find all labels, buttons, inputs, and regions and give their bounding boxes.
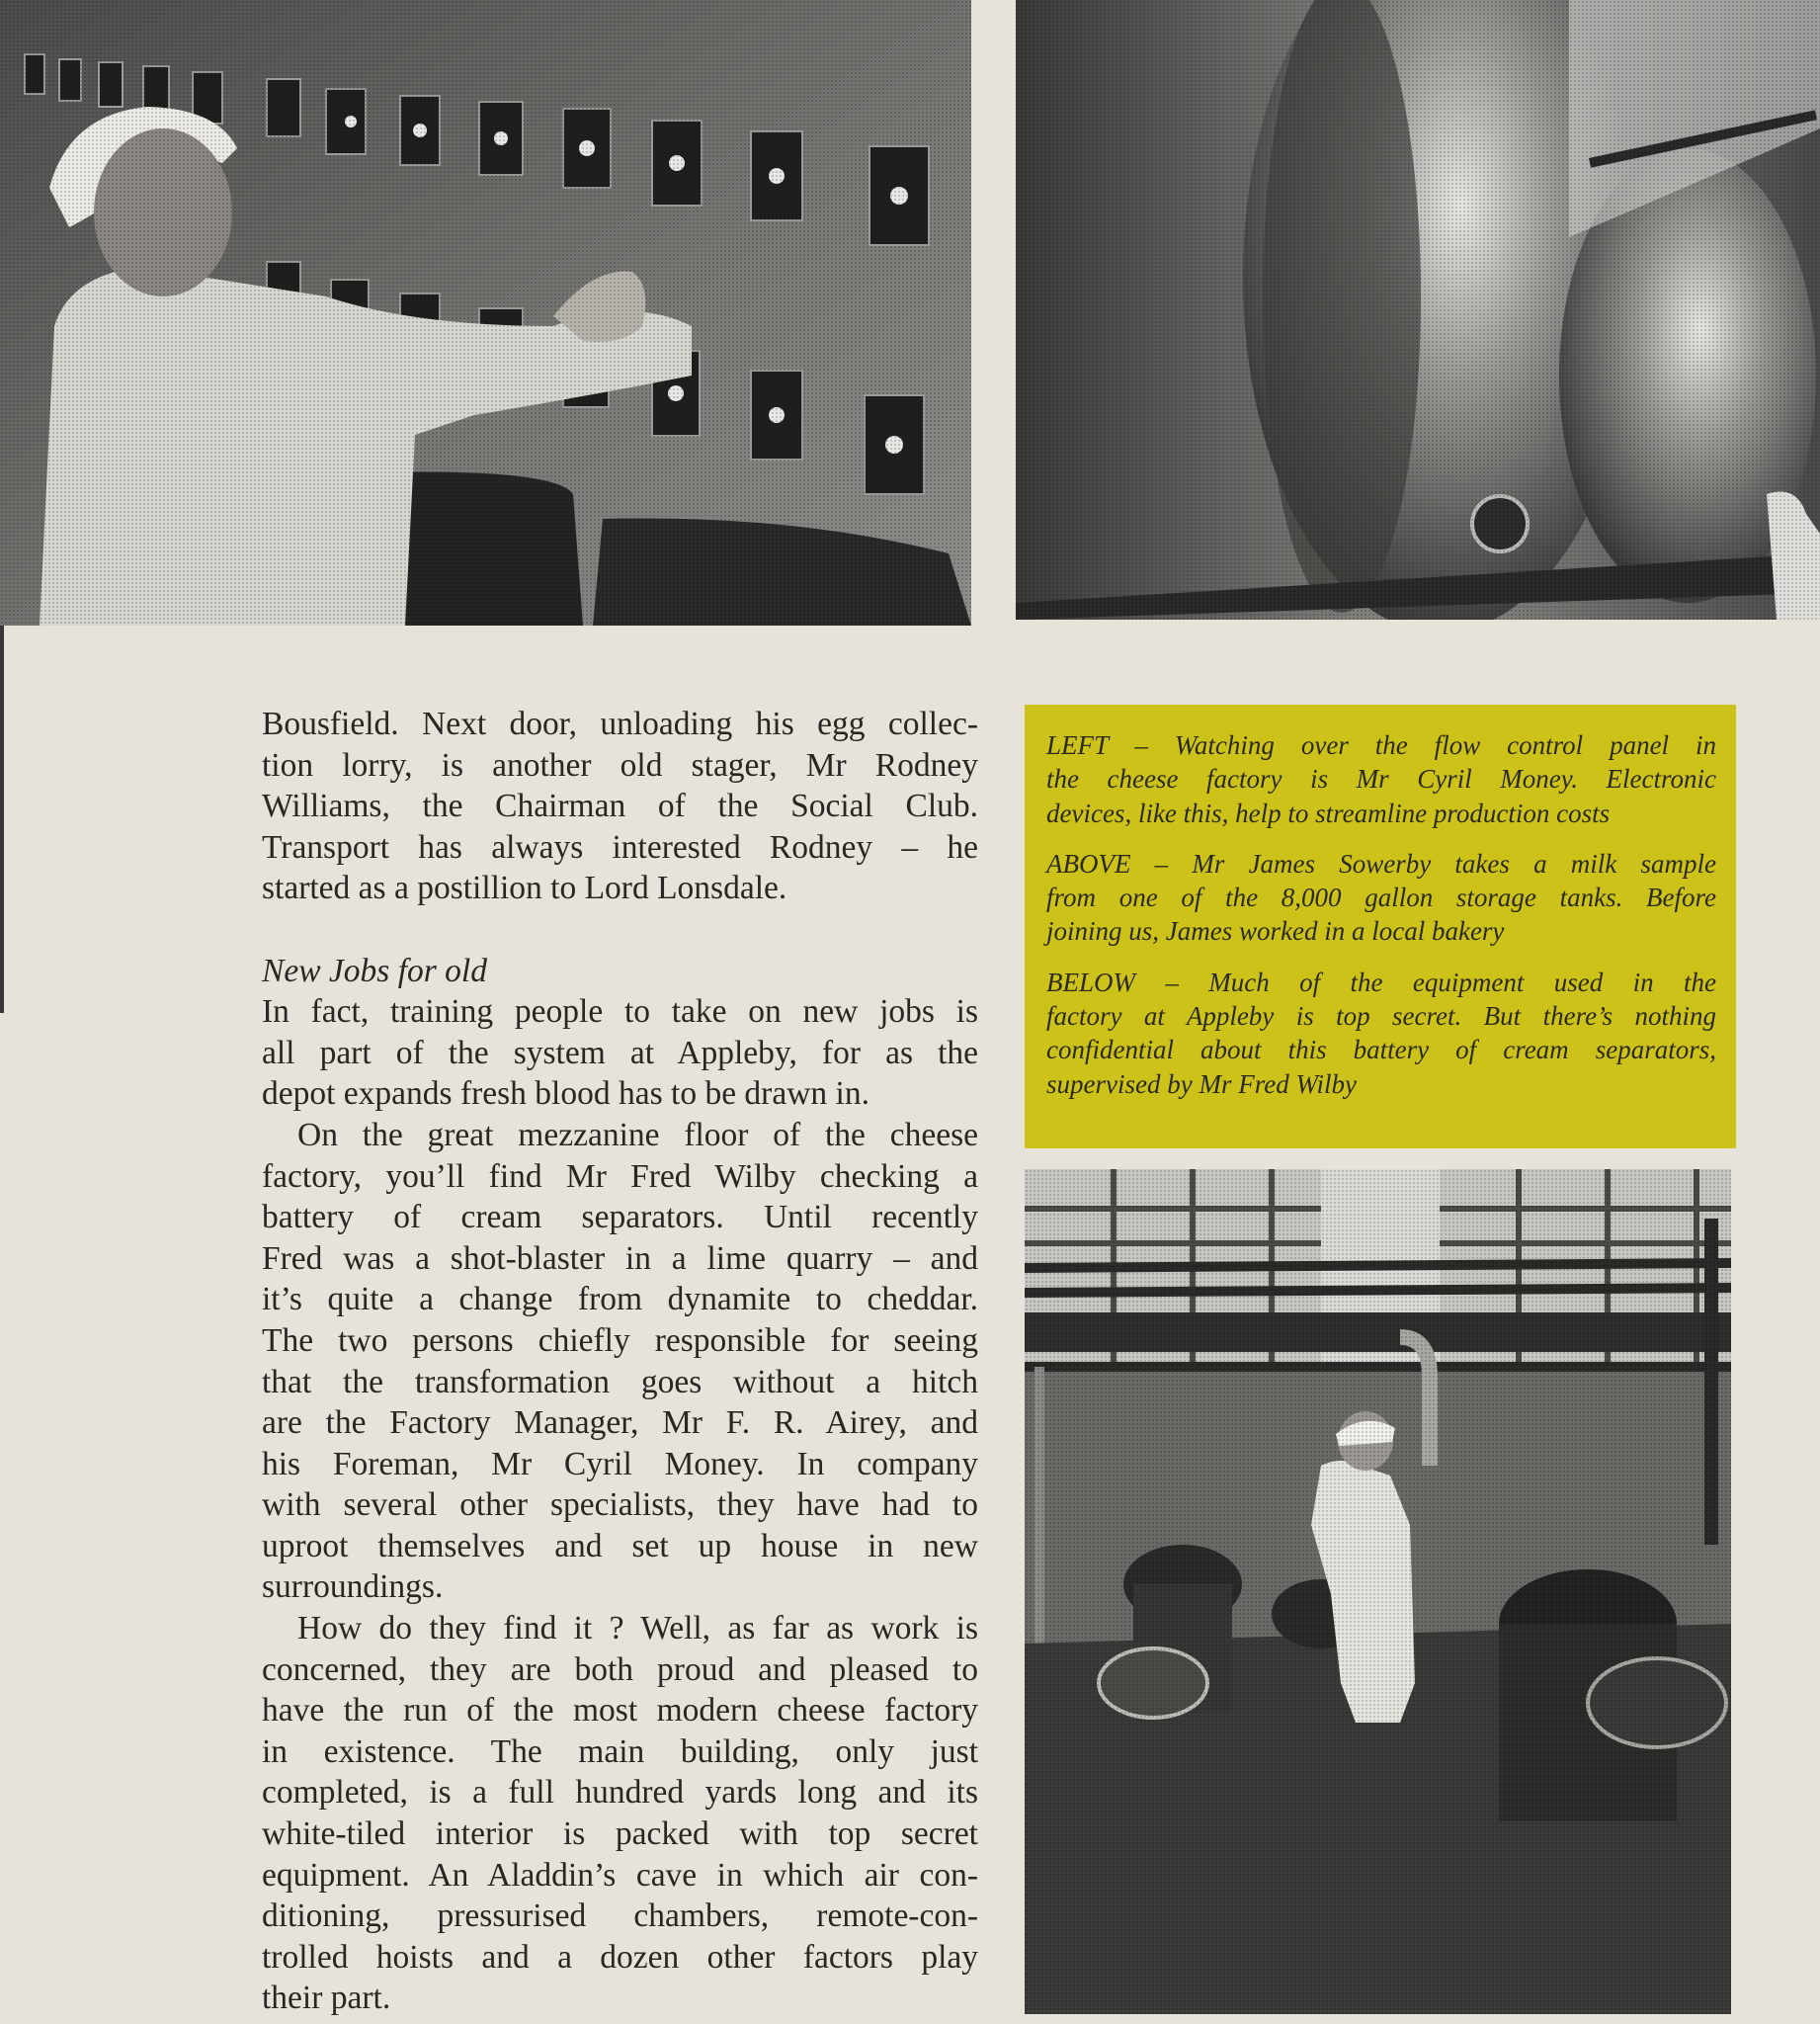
text-line: factory, you’ll find Mr Fred Wilby checking a (262, 1157, 978, 1195)
text-line: completed, is a full hundred yards long and its (262, 1774, 978, 1812)
text-line: On the great mezzanine floor of the cheese (297, 1116, 978, 1153)
caption-line: the cheese factory is Mr Cyril Money. Electronic (1046, 764, 1716, 795)
caption-line: from one of the 8,000 gallon storage tanks. Before (1046, 883, 1716, 913)
text-line: with several other specialists, they have had to (262, 1486, 978, 1524)
caption-line: joining us, James worked in a local bakery (1046, 916, 1505, 947)
text-line: concerned, they are both proud and pleased to (262, 1650, 978, 1688)
text-line: their part. (262, 1980, 391, 2017)
paragraph-2 (262, 991, 978, 1115)
text-line: all part of the system at Appleby, for as the (262, 1034, 978, 1071)
caption-line: supervised by Mr Fred Wilby (1046, 1068, 1357, 1099)
text-line: In fact, training people to take on new jobs is (262, 993, 978, 1031)
text-line: white-tiled interior is packed with top secret (262, 1815, 978, 1853)
text-line: started as a postillion to Lord Lonsdale. (262, 870, 787, 907)
storage-tanks-illustration (1016, 0, 1820, 620)
text-line: Williams, the Chairman of the Social Club. (262, 788, 978, 825)
photo-storage-tanks (1016, 0, 1820, 620)
page-edge-strip (0, 626, 4, 1013)
caption-line: ABOVE – Mr James Sowerby takes a milk sample (1046, 848, 1716, 879)
caption-below (1046, 966, 1716, 1101)
caption-line: devices, like this, help to streamline production costs (1046, 798, 1611, 828)
text-line: it’s quite a change from dynamite to cheddar. (262, 1281, 978, 1318)
subheading: New Jobs for old (262, 952, 487, 989)
text-line: The two persons chiefly responsible for seeing (262, 1321, 978, 1359)
text-line: surroundings. (262, 1568, 444, 1606)
control-panel-illustration (0, 0, 971, 626)
caption-line: factory at Appleby is top secret. But there’s nothing (1046, 1001, 1716, 1032)
paragraph-4 (262, 1608, 978, 2019)
caption-line: BELOW – Much of the equipment used in the (1046, 967, 1716, 997)
photo-captions-box (1025, 705, 1736, 1148)
caption-line: LEFT – Watching over the flow control panel in (1046, 730, 1716, 760)
caption-above (1046, 847, 1716, 949)
text-line: Fred was a shot-blaster in a lime quarry – and (262, 1239, 978, 1277)
paragraph-1 (262, 704, 978, 909)
cream-separators-illustration (1025, 1169, 1731, 2014)
article-column (262, 704, 978, 2019)
text-line: trolled hoists and a dozen other factors play (262, 1938, 978, 1976)
text-line: depot expands fresh blood has to be drawn in. (262, 1075, 869, 1113)
text-line: How do they find it ? Well, as far as work is (297, 1610, 978, 1647)
text-line: are the Factory Manager, Mr F. R. Airey, and (262, 1404, 978, 1442)
text-line: that the transformation goes without a hitch (262, 1363, 978, 1400)
caption-line: confidential about this battery of cream separators, (1046, 1035, 1716, 1065)
text-line: his Foreman, Mr Cyril Money. In company (262, 1445, 978, 1482)
photo-control-panel (0, 0, 971, 626)
caption-left (1046, 728, 1716, 830)
text-line: ditioning, pressurised chambers, remote-con- (262, 1898, 978, 1935)
text-line: Transport has always interested Rodney – he (262, 828, 978, 866)
text-line: battery of cream separators. Until recently (262, 1199, 978, 1236)
text-line: tion lorry, is another old stager, Mr Rodney (262, 746, 978, 784)
text-line: have the run of the most modern cheese factory (262, 1692, 978, 1729)
text-line: in existence. The main building, only just (262, 1732, 978, 1770)
paragraph-3 (262, 1115, 978, 1608)
text-line: uproot themselves and set up house in new (262, 1527, 978, 1564)
text-line: Bousfield. Next door, unloading his egg collec- (262, 706, 978, 742)
text-line: equipment. An Aladdin’s cave in which air con- (262, 1856, 978, 1894)
photo-cream-separators (1025, 1169, 1731, 2014)
